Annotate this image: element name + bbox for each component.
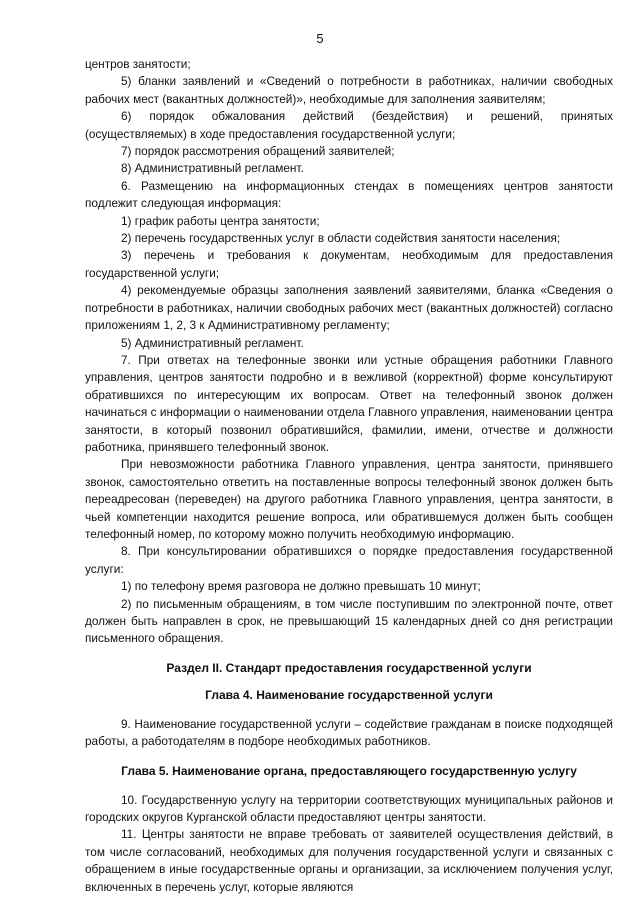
section-heading: Раздел II. Стандарт предоставления государственной услуги — [166, 660, 532, 675]
paragraph: 8. При консультировании обратившихся о порядке предоставления государственной услуги: — [85, 544, 613, 576]
paragraph: 7. При ответах на телефонные звонки или устные обращения работники Главного управления, центров занятости подробно и в вежливой (корректной) форме консультируют обратившихся по интересующим их вопросам. Ответ на телефонный звонок должен начинаться с информации о наименовании отдела Главного управления, наименовании центра занятости, в который позвонил обратившийся, фамилии, имени, отчестве и должности работника, принявшего телефонный звонок. — [85, 352, 613, 454]
chapter-heading: Глава 5. Наименование органа, предоставляющего государственную услугу — [121, 763, 577, 778]
paragraph: 6) порядок обжалования действий (бездействия) и решений, принятых (осуществляемых) в ходе предоставления государственной услуги; — [85, 109, 613, 141]
paragraph: 2) перечень государственных услуг в области содействия занятости населения; — [121, 231, 561, 246]
chapter-heading: Глава 4. Наименование государственной услуги — [205, 687, 493, 702]
paragraph: 6. Размещению на информационных стендах в помещениях центров занятости подлежит следующая информация: — [85, 178, 613, 211]
paragraph: 11. Центры занятости не вправе требовать от заявителей осуществления действий, в том числе согласований, необходимых для получения государственной услуги и связанных с обращением в иные государственные органы и организации, за исключением получения услуг, включенных в перечень услуг, которые являются — [85, 827, 613, 894]
paragraph: 9. Наименование государственной услуги – содействие гражданам в поиске подходящей работы, а работодателям в подборе необходимых работников. — [85, 716, 613, 749]
paragraph: 5) Административный регламент. — [121, 335, 304, 350]
paragraph: 1) по телефону время разговора не должно превышать 10 минут; — [121, 579, 481, 594]
page-number: 5 — [316, 31, 324, 46]
paragraph: 8) Административный регламент. — [121, 161, 304, 176]
paragraph: 1) график работы центра занятости; — [121, 213, 320, 228]
page-body — [85, 56, 613, 896]
paragraph: 4) рекомендуемые образцы заполнения заявлений заявителями, бланка «Сведения о потребности в работниках, наличии свободных рабочих мест (вакантных должностей) согласно приложениям 1, 2, 3 к Административному регламенту; — [85, 283, 613, 333]
paragraph: 3) перечень и требования к документам, необходимым для предоставления государственной услуги; — [85, 248, 613, 280]
paragraph: При невозможности работника Главного управления, центра занятости, принявшего звонок, самостоятельно ответить на поставленные вопросы телефонный звонок должен быть переадресован (переведен) на другого работника Главного управления, центра занятости, в чьей компетенции находится решение вопроса, или обратившемуся должен быть сообщен телефонный номер, по которому можно получить необходимую информацию. — [85, 457, 613, 541]
paragraph: центров занятости; — [85, 57, 191, 71]
paragraph: 5) бланки заявлений и «Сведений о потребности в работниках, наличии свободных рабочих мест (вакантных должностей)», необходимые для заполнения заявителям; — [85, 74, 613, 106]
paragraph: 10. Государственную услугу на территории соответствующих муниципальных районов и городских округов Курганской области предоставляют центры занятости. — [85, 792, 613, 825]
paragraph: 2) по письменным обращениям, в том числе поступившим по электронной почте, ответ должен быть направлен в срок, не превышающий 15 календарных дней со дня регистрации письменного обращения. — [85, 596, 613, 646]
paragraph: 7) порядок рассмотрения обращений заявителей; — [121, 144, 395, 159]
